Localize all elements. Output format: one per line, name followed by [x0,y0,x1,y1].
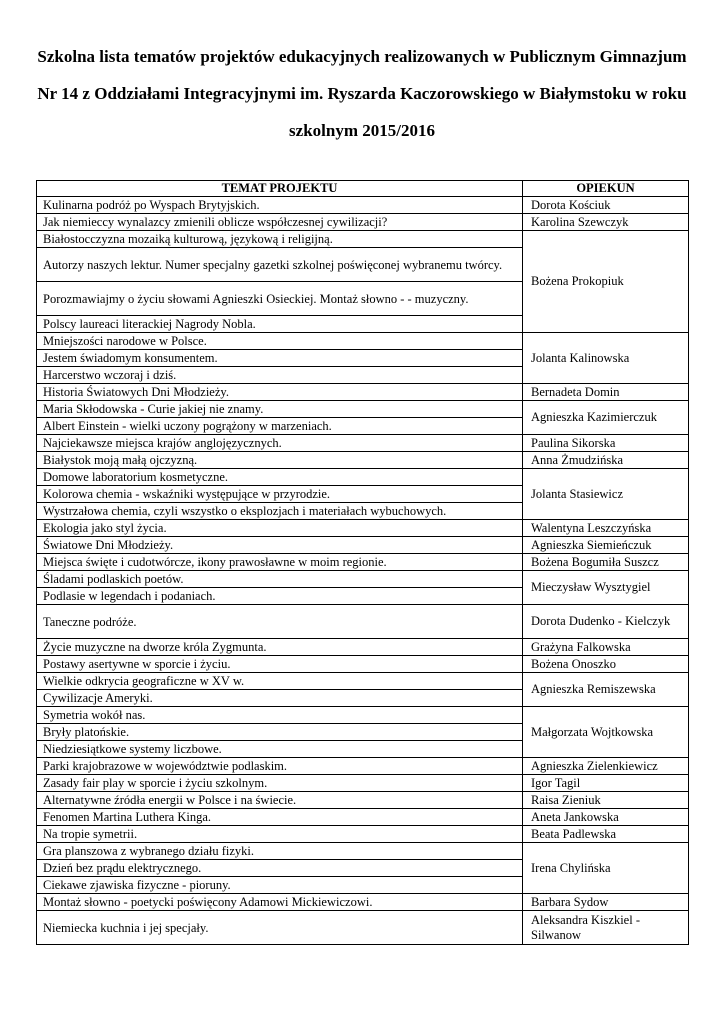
project-topic: Jestem świadomym konsumentem. [37,350,523,367]
project-topic: Cywilizacje Ameryki. [37,690,523,707]
project-topic: Historia Światowych Dni Młodzieży. [37,384,523,401]
project-topic: Śladami podlaskich poetów. [37,571,523,588]
project-topic: Symetria wokół nas. [37,707,523,724]
table-row [37,707,689,724]
table-row [37,554,689,571]
project-supervisor: Agnieszka Siemieńczuk [523,537,689,554]
project-topic: Białostocczyzna mozaiką kulturową, językową i religijną. [37,231,523,248]
project-topic: Polscy laureaci literackiej Nagrody Nobla. [37,316,523,333]
project-topic: Światowe Dni Młodzieży. [37,537,523,554]
project-topic: Maria Skłodowska - Curie jakiej nie znamy. [37,401,523,418]
project-topic: Ciekawe zjawiska fizyczne - pioruny. [37,877,523,894]
table-row [37,401,689,418]
table-row [37,571,689,588]
project-topic: Domowe laboratorium kosmetyczne. [37,469,523,486]
project-topic: Postawy asertywne w sporcie i życiu. [37,656,523,673]
project-topic: Taneczne podróże. [37,605,523,639]
project-supervisor: Grażyna Falkowska [523,639,689,656]
project-topic: Fenomen Martina Luthera Kinga. [37,809,523,826]
project-supervisor: Karolina Szewczyk [523,214,689,231]
table-row [37,197,689,214]
table-row [37,384,689,401]
table-row [37,605,689,639]
project-topic: Białystok moją małą ojczyzną. [37,452,523,469]
project-topic: Wystrzałowa chemia, czyli wszystko o eksplozjach i materiałach wybuchowych. [37,503,523,520]
project-topic: Jak niemieccy wynalazcy zmienili oblicze współczesnej cywilizacji? [37,214,523,231]
project-supervisor: Dorota Kościuk [523,197,689,214]
table-row [37,469,689,486]
project-topic: Życie muzyczne na dworze króla Zygmunta. [37,639,523,656]
project-supervisor: Dorota Dudenko - Kielczyk [523,605,689,639]
project-supervisor: Bożena Onoszko [523,656,689,673]
project-topic: Podlasie w legendach i podaniach. [37,588,523,605]
project-supervisor: Anna Żmudzińska [523,452,689,469]
project-supervisor: Bożena Prokopiuk [523,231,689,333]
page-title: Szkolna lista tematów projektów edukacyjnych realizowanych w Publicznym Gimnazjum Nr 14 z Oddziałami Integracyjnymi im. Ryszarda Kaczorowskiego w Białymstoku w roku szkolnym 2015/2016 [37,47,687,140]
project-supervisor: Aneta Jankowska [523,809,689,826]
table-row [37,775,689,792]
table-row [37,639,689,656]
project-supervisor: Agnieszka Zielenkiewicz [523,758,689,775]
project-topic: Gra planszowa z wybranego działu fizyki. [37,843,523,860]
project-topic: Ekologia jako styl życia. [37,520,523,537]
project-supervisor: Raisa Zieniuk [523,792,689,809]
project-topic: Kolorowa chemia - wskaźniki występujące w przyrodzie. [37,486,523,503]
table-row [37,231,689,248]
project-supervisor: Agnieszka Remiszewska [523,673,689,707]
project-supervisor: Walentyna Leszczyńska [523,520,689,537]
table-row [37,894,689,911]
header-supervisor: OPIEKUN [523,181,689,197]
project-supervisor: Barbara Sydow [523,894,689,911]
project-topic: Alternatywne źródła energii w Polsce i na świecie. [37,792,523,809]
table-row [37,792,689,809]
table-header-row [37,181,689,197]
project-topic: Niedziesiątkowe systemy liczbowe. [37,741,523,758]
table-row [37,656,689,673]
project-topic: Montaż słowno - poetycki poświęcony Adamowi Mickiewiczowi. [37,894,523,911]
table-row [37,452,689,469]
table-body [37,197,689,945]
project-topic: Porozmawiajmy o życiu słowami Agnieszki Osieckiej. Montaż słowno - - muzyczny. [37,282,523,316]
project-topic: Kulinarna podróż po Wyspach Brytyjskich. [37,197,523,214]
project-topic: Niemiecka kuchnia i jej specjały. [37,911,523,945]
project-supervisor: Małgorzata Wojtkowska [523,707,689,758]
project-supervisor: Irena Chylińska [523,843,689,894]
header-topic: TEMAT PROJEKTU [37,181,523,197]
project-topic: Najciekawsze miejsca krajów anglojęzycznych. [37,435,523,452]
project-supervisor: Igor Tagil [523,775,689,792]
project-topic: Zasady fair play w sporcie i życiu szkolnym. [37,775,523,792]
project-topic: Albert Einstein - wielki uczony pogrążony w marzeniach. [37,418,523,435]
project-supervisor: Agnieszka Kazimierczuk [523,401,689,435]
project-supervisor: Bernadeta Domin [523,384,689,401]
project-supervisor: Jolanta Stasiewicz [523,469,689,520]
project-supervisor: Beata Padlewska [523,826,689,843]
project-topic: Mniejszości narodowe w Polsce. [37,333,523,350]
table-row [37,537,689,554]
project-topic: Autorzy naszych lektur. Numer specjalny gazetki szkolnej poświęconej wybranemu twórcy. [37,248,523,282]
project-supervisor: Aleksandra Kiszkiel - Silwanow [523,911,689,945]
table-row [37,758,689,775]
project-topic: Bryły platońskie. [37,724,523,741]
table-row [37,214,689,231]
table-row [37,826,689,843]
project-supervisor: Paulina Sikorska [523,435,689,452]
project-topic: Na tropie symetrii. [37,826,523,843]
project-topic: Parki krajobrazowe w województwie podlaskim. [37,758,523,775]
project-topic: Wielkie odkrycia geograficzne w XV w. [37,673,523,690]
project-topic: Harcerstwo wczoraj i dziś. [37,367,523,384]
table-row [37,333,689,350]
project-supervisor: Jolanta Kalinowska [523,333,689,384]
table-row [37,843,689,860]
table-row [37,911,689,945]
project-topic: Dzień bez prądu elektrycznego. [37,860,523,877]
table-row [37,520,689,537]
project-supervisor: Bożena Bogumiła Suszcz [523,554,689,571]
table-row [37,673,689,690]
projects-table [36,180,689,945]
table-row [37,435,689,452]
project-supervisor: Mieczysław Wysztygiel [523,571,689,605]
project-topic: Miejsca święte i cudotwórcze, ikony prawosławne w moim regionie. [37,554,523,571]
table-row [37,809,689,826]
